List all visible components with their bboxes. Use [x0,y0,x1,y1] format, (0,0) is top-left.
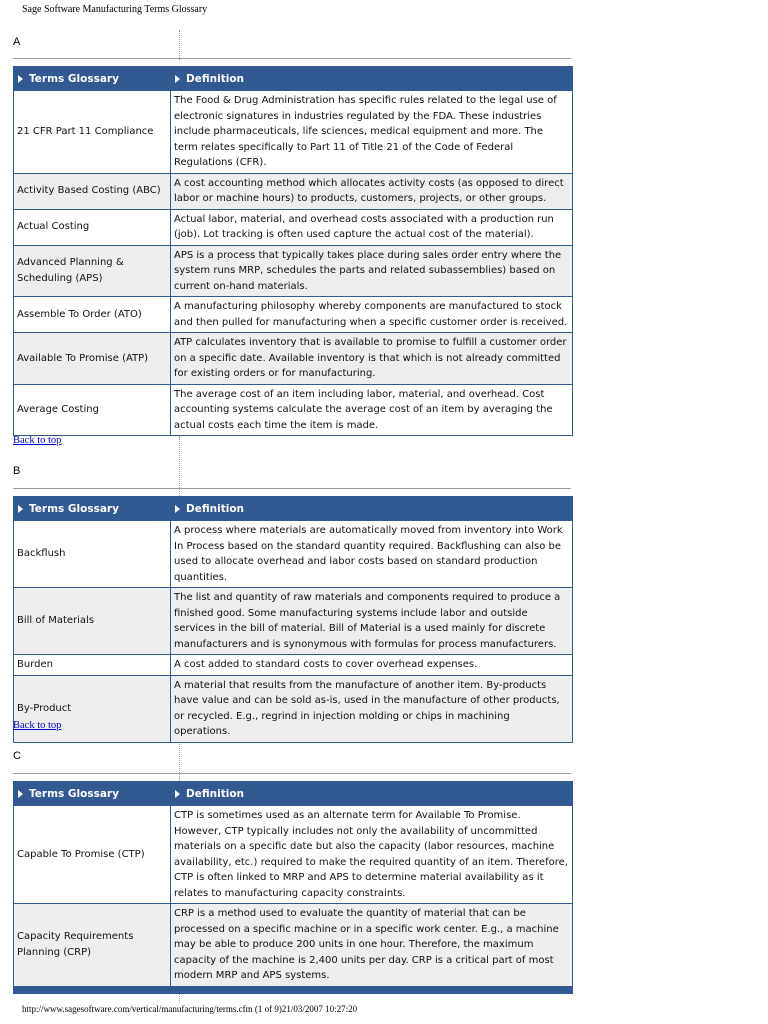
definition-column-header[interactable]: Definition [171,782,573,806]
term-cell: Backflush [14,521,171,588]
definition-cell: A cost accounting method which allocates activity costs (as opposed to direct labor or machine hours) to products, customers, projects, or other groups. [171,173,573,209]
term-cell: Actual Costing [14,209,171,245]
definition-cell: ATP calculates inventory that is available to promise to fulfill a customer order on a specific date. Available inventory is that which is not already committed for existing orders or for manufacturing. [171,333,573,385]
table-row [14,904,573,987]
definition-cell: The list and quantity of raw materials and components required to produce a finished good. Some manufacturing systems include labor and outside services in the bill of material. Bill of Material is a used mainly for discrete manufacturers and is synonymous with formulas for process manufacturers. [171,588,573,655]
section-letter-b: B [13,465,21,477]
table-row [14,209,573,245]
play-arrow-icon [18,505,23,513]
term-cell: Average Costing [14,384,171,436]
term-cell: Capable To Promise (CTP) [14,806,171,904]
section-divider [13,58,571,59]
definition-cell: APS is a process that typically takes place during sales order entry where the system runs MRP, schedules the parts and related subassemblies) based on current on-hand materials. [171,245,573,297]
glossary-table-b [13,496,573,743]
table-row [14,384,573,436]
definition-cell: CRP is a method used to evaluate the quantity of material that can be processed on a specific machine or in a specific work center. E.g., a machine may be able to produce 200 units in one hour. Therefore, the maximum capacity of the machine is 2,400 units per day. CRP is a critical part of most modern MRP and APS systems. [171,904,573,987]
definition-cell: Actual labor, material, and overhead costs associated with a production run (job). Lot tracking is often used capture the actual cost of the material). [171,209,573,245]
table-row [14,297,573,333]
table-row [14,173,573,209]
glossary-table-c [13,781,573,994]
table-row [14,91,573,174]
play-arrow-icon [18,790,23,798]
column-guide [179,436,180,496]
section-divider [13,488,571,489]
term-cell: Activity Based Costing (ABC) [14,173,171,209]
table-row [14,675,573,742]
document-title: Sage Software Manufacturing Terms Glossary [22,4,208,15]
term-cell: Burden [14,655,171,676]
table-header-row [14,782,573,806]
term-column-header[interactable]: Terms Glossary [14,782,171,806]
table-row [14,333,573,385]
definition-column-header[interactable]: Definition [171,497,573,521]
table-header-row [14,497,573,521]
definition-cell: The average cost of an item including labor, material, and overhead. Cost accounting systems calculate the average cost of an item by averaging the actual costs each time the item is made. [171,384,573,436]
column-guide [179,30,180,60]
term-cell: Bill of Materials [14,588,171,655]
glossary-table-a [13,66,573,436]
section-letter-c: C [13,750,21,762]
definition-column-header[interactable]: Definition [171,67,573,91]
term-cell: Advanced Planning & Scheduling (APS) [14,245,171,297]
term-cell: By-Product [14,675,171,742]
table-footer-bar [14,986,573,993]
play-arrow-icon [175,790,180,798]
back-to-top-link[interactable]: Back to top [13,435,62,446]
page-footer-url: http://www.sagesoftware.com/vertical/manufacturing/terms.cfm (1 of 9)21/03/2007 10:27:20 [22,1004,358,1014]
term-column-header[interactable]: Terms Glossary [14,67,171,91]
table-row [14,806,573,904]
definition-cell: A cost added to standard costs to cover overhead expenses. [171,655,573,676]
definition-cell: The Food & Drug Administration has specific rules related to the legal use of electronic signatures in industries regulated by the FDA. These industries include pharmaceuticals, life sciences, medical equipment and more. The term relates specifically to Part 11 of Title 21 of the Code of Federal Regulations (CFR). [171,91,573,174]
play-arrow-icon [175,75,180,83]
table-row [14,245,573,297]
definition-cell: A material that results from the manufacture of another item. By-products have value and can be sold as-is, used in the manufacture of other products, or recycled. E.g., regrind in injection molding or chips in machining operations. [171,675,573,742]
play-arrow-icon [18,75,23,83]
back-to-top-link[interactable]: Back to top [13,720,62,731]
table-row [14,588,573,655]
term-cell: Capacity Requirements Planning (CRP) [14,904,171,987]
play-arrow-icon [175,505,180,513]
term-cell: 21 CFR Part 11 Compliance [14,91,171,174]
term-cell: Available To Promise (ATP) [14,333,171,385]
table-header-row [14,67,573,91]
term-cell: Assemble To Order (ATO) [14,297,171,333]
term-column-header[interactable]: Terms Glossary [14,497,171,521]
section-letter-a: A [13,36,21,48]
definition-cell: A manufacturing philosophy whereby components are manufactured to stock and then pulled for manufacturing when a specific customer order is received. [171,297,573,333]
table-row [14,521,573,588]
table-row [14,655,573,676]
definition-cell: CTP is sometimes used as an alternate term for Available To Promise. However, CTP typically includes not only the availability of uncommitted materials on a specific date but also the capacity (labor resources, machine availability, etc.) required to make the required quantity of an item. Therefore, CTP is often linked to MRP and APS to determine material availability as it relates to manufacturing capacity constraints. [171,806,573,904]
definition-cell: A process where materials are automatically moved from inventory into Work In Process based on the standard quantity required. Backflushing can also be used to allocate overhead and labor costs based on standard production quantities. [171,521,573,588]
section-divider [13,773,571,774]
